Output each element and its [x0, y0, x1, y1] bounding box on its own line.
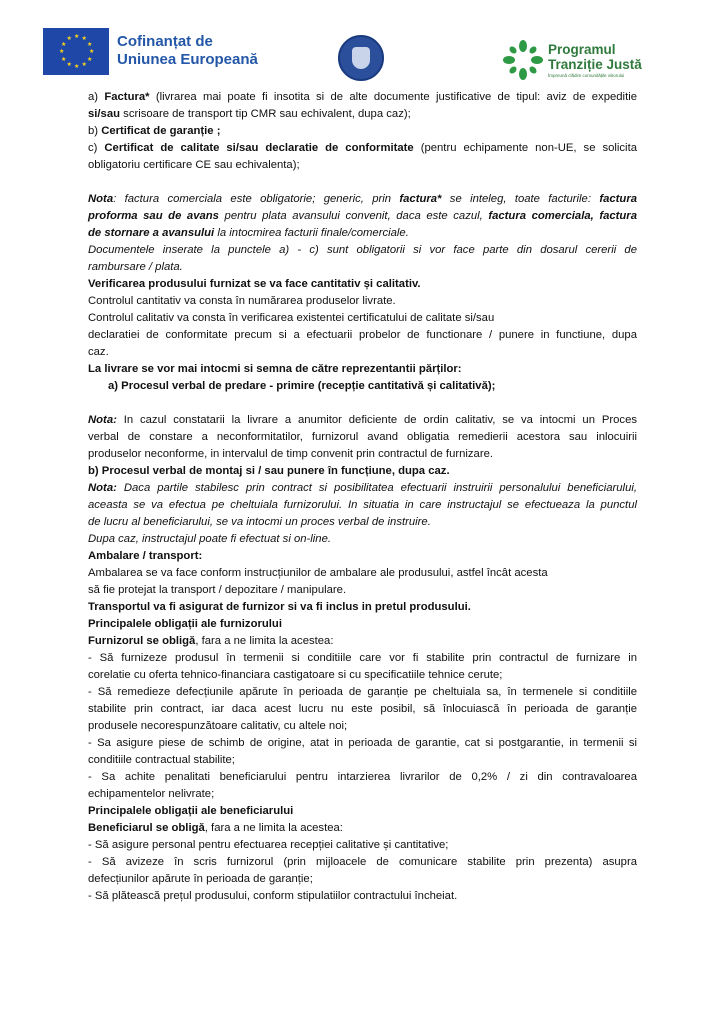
- eu-star-icon: ★: [81, 61, 87, 68]
- text-line: [88, 429, 637, 446]
- text-run: b): [88, 125, 102, 137]
- text-line: [88, 276, 637, 293]
- text-run: de stornare a avansului: [88, 227, 215, 239]
- eu-star-icon: ★: [89, 49, 95, 55]
- text-run: Nota: [88, 193, 114, 205]
- text-run: să fie protejat la transport / depozitare / manipulare.: [88, 584, 347, 596]
- text-run: Verificarea produsului furnizat se va face cantitativ și calitativ.: [88, 278, 421, 290]
- text-line: [88, 565, 637, 582]
- text-line: [88, 497, 637, 514]
- text-line: [88, 446, 637, 463]
- text-line: [88, 208, 637, 225]
- text-line: [88, 293, 637, 310]
- document-body: [88, 89, 637, 905]
- text-run: - Să remedieze defecțiunile apărute în perioada de garanție pe cheltuiala sa, în termenele si conditiile: [88, 686, 637, 698]
- text-run: a) Procesul verbal de predare - primire (recepție cantitativă și calitativă);: [108, 380, 496, 392]
- text-run: b) Procesul verbal de montaj si / sau punere în funcțiune, dupa caz.: [88, 465, 450, 477]
- text-run: la intocmirea facturii finale/comerciale.: [214, 227, 409, 239]
- text-run: produsele necorespunzătoare calitativ, cu altele noi;: [88, 720, 348, 732]
- text-run: - Sa achite penalitati beneficiarului pentru intarzierea livrarilor de 0,2% / zi din contravaloarea: [88, 771, 637, 783]
- text-line: [88, 327, 637, 344]
- text-line: [88, 582, 637, 599]
- romanian-government-seal-logo: [338, 35, 384, 81]
- eu-star-icon: ★: [86, 56, 93, 63]
- text-run: Documentele inserate la punctele a) - c) sunt obligatorii si vor face parte din dosarul cererii de: [88, 244, 637, 256]
- eu-star-icon: ★: [74, 34, 80, 40]
- text-run: de lucru al beneficiarului, se va intocmi un proces verbal de instruire.: [88, 516, 431, 528]
- text-run: (pentru echipamente non-UE, se solicita: [413, 142, 637, 154]
- eu-flag-logo: [43, 28, 109, 75]
- text-line: [88, 633, 637, 650]
- text-run: Controlul cantitativ va consta în numărarea produselor livrate.: [88, 295, 396, 307]
- text-run: (livrarea mai poate fi insotita si de alte documente justificative de tipul: aviz de expeditie: [149, 91, 637, 103]
- blank-line: [88, 174, 637, 191]
- text-run: In cazul constatarii la livrare a anumitor deficiente de ordin calitativ, se va intocmi un Proces: [116, 414, 637, 426]
- text-run: Principalele obligații ale beneficiarului: [88, 805, 294, 817]
- text-run: Dupa caz, instructajul poate fi efectuat si on-line.: [88, 533, 332, 545]
- eu-star-icon: ★: [66, 36, 72, 42]
- eu-star-icon: ★: [81, 36, 87, 42]
- ptj-line-1: Programul: [548, 42, 616, 57]
- text-line: [88, 361, 637, 378]
- eu-star-icon: ★: [74, 64, 80, 70]
- text-run: declaratiei de conformitate precum si a efectuarii probelor de functionare / punere in functiune, dupa: [88, 329, 637, 341]
- text-run: caz.: [88, 346, 109, 358]
- text-line: [88, 871, 637, 888]
- text-line: [88, 157, 637, 174]
- text-line: [88, 684, 637, 701]
- text-line: [88, 106, 637, 123]
- text-run: echipamentelor nelivrate;: [88, 788, 215, 800]
- eu-line-2: Uniunea Europeană: [117, 51, 258, 68]
- text-line: [88, 225, 637, 242]
- text-run: Daca partile stabilesc prin contract si posibilitatea efectuarii instruirii personalului beneficiarului,: [116, 482, 637, 494]
- text-run: stabilite prin contract, iar daca acest lucru nu este posibil, să înlocuiască în perioada de garanție: [88, 703, 637, 715]
- text-line: [88, 803, 637, 820]
- text-line: [88, 854, 637, 871]
- text-line: [88, 480, 637, 497]
- text-run: - Să avizeze în scris furnizorul (prin mijloacele de comunicare stabilite prin prezenta) asupra: [88, 856, 637, 868]
- text-line: [88, 344, 637, 361]
- text-run: aceasta se va efectua pe cheltuiala furnizorului. In situatia in care instructajul se efectueaza la punctul: [88, 499, 637, 511]
- text-line: [88, 752, 637, 769]
- text-run: Nota:: [88, 482, 117, 494]
- text-run: Certificat de calitate si/sau declaratie de conformitate: [104, 142, 414, 154]
- text-run: - Să asigure personal pentru efectuarea recepției calitative și cantitative;: [88, 839, 449, 851]
- text-line: [88, 735, 637, 752]
- text-line: [88, 888, 637, 905]
- text-line: [88, 531, 637, 548]
- text-line: [88, 616, 637, 633]
- text-run: scrisoare de transport tip CMR sau echivalent, dupa caz);: [120, 108, 411, 120]
- text-line: [88, 837, 637, 854]
- text-line: [88, 242, 637, 259]
- eu-line-1: Cofinanțat de: [117, 33, 213, 50]
- text-line: [88, 378, 637, 395]
- text-run: Factura*: [104, 91, 150, 103]
- text-run: se inteleg, toate facturile:: [441, 193, 600, 205]
- text-run: Certificat de garanție ;: [101, 125, 221, 137]
- blank-line: [88, 395, 637, 412]
- text-line: [88, 786, 637, 803]
- ptj-program-name: [548, 42, 642, 72]
- text-line: [88, 89, 637, 106]
- eu-star-icon: ★: [86, 41, 93, 48]
- text-run: Beneficiarul se obligă: [88, 822, 205, 834]
- text-run: Transportul va fi asigurat de furnizor si va fi inclus in pretul produsului.: [88, 601, 471, 613]
- text-line: [88, 514, 637, 531]
- text-run: Principalele obligații ale furnizorului: [88, 618, 282, 630]
- text-run: Furnizorul se obligă: [88, 635, 196, 647]
- text-run: corelatie cu oferta tehnico-financiara castigatoare si cu specificatiile tehnice cerute;: [88, 669, 503, 681]
- ptj-flower-logo: [503, 40, 543, 80]
- eu-cofinancing-label: [117, 33, 258, 69]
- text-line: [88, 259, 637, 276]
- text-line: [88, 412, 637, 429]
- text-run: - Să plătească prețul produsului, conform stipulatiilor contractului încheiat.: [88, 890, 458, 902]
- text-line: [88, 650, 637, 667]
- text-line: [88, 599, 637, 616]
- eu-star-icon: ★: [66, 61, 72, 68]
- text-run: rambursare / plata.: [88, 261, 183, 273]
- text-run: produselor neconforme, in intervalul de timp convenit prin contractul de furnizare.: [88, 448, 494, 460]
- text-run: La livrare se vor mai intocmi si semna de către reprezentantii părților:: [88, 363, 462, 375]
- text-run: factura*: [399, 193, 442, 205]
- text-line: [88, 463, 637, 480]
- text-run: a): [88, 91, 105, 103]
- text-run: Ambalarea se va face conform instrucțiunilor de ambalare ale produsului, astfel încât acesta: [88, 567, 548, 579]
- text-run: , fara a ne limita la acestea:: [195, 635, 334, 647]
- text-run: factura comerciala, factura: [488, 210, 637, 222]
- text-line: [88, 718, 637, 735]
- text-run: , fara a ne limita la acestea:: [204, 822, 343, 834]
- text-line: [88, 191, 637, 208]
- text-run: defecțiunilor apărute în perioada de garanție;: [88, 873, 313, 885]
- text-line: [88, 123, 637, 140]
- text-run: Ambalare / transport:: [88, 550, 203, 562]
- text-run: conditiile contractual stabilite;: [88, 754, 235, 766]
- text-run: verbal de constare a neconformitatilor, furnizorul avand obligatia remedierii acestora sau inlocuirii: [88, 431, 637, 443]
- text-run: - Sa asigure piese de schimb de origine, atat in perioada de garantie, cat si postgarantie, in termenii si: [88, 737, 637, 749]
- text-run: Nota:: [88, 414, 117, 426]
- text-run: si/sau: [88, 108, 121, 120]
- text-line: [88, 769, 637, 786]
- page-header: [0, 0, 724, 85]
- text-run: pentru plata avansului convenit, daca este cazul,: [218, 210, 489, 222]
- text-run: factura: [599, 193, 637, 205]
- text-line: [88, 701, 637, 718]
- ptj-tagline: Împreună clădim comunitățile viitorului: [548, 73, 625, 78]
- text-line: [88, 667, 637, 684]
- eu-star-icon: ★: [61, 41, 67, 48]
- text-run: - Să furnizeze produsul în termenii si conditiile care vor fi stabilite prin contractul de furnizare in: [88, 652, 637, 664]
- ptj-line-2: Tranziție Justă: [548, 57, 642, 72]
- text-line: [88, 140, 637, 157]
- text-run: obligatoriu certificare CE sau echivalenta);: [88, 159, 300, 171]
- text-line: [88, 548, 637, 565]
- eu-star-icon: ★: [59, 49, 65, 55]
- text-line: [88, 820, 637, 837]
- text-run: c): [88, 142, 105, 154]
- text-run: proforma sau de avans: [88, 210, 219, 222]
- eu-star-icon: ★: [61, 56, 67, 63]
- text-run: Controlul calitativ va consta în verificarea existentei certificatului de calitate si/sau: [88, 312, 495, 324]
- text-run: : factura comerciala este obligatorie; generic, prin: [113, 193, 400, 205]
- text-line: [88, 310, 637, 327]
